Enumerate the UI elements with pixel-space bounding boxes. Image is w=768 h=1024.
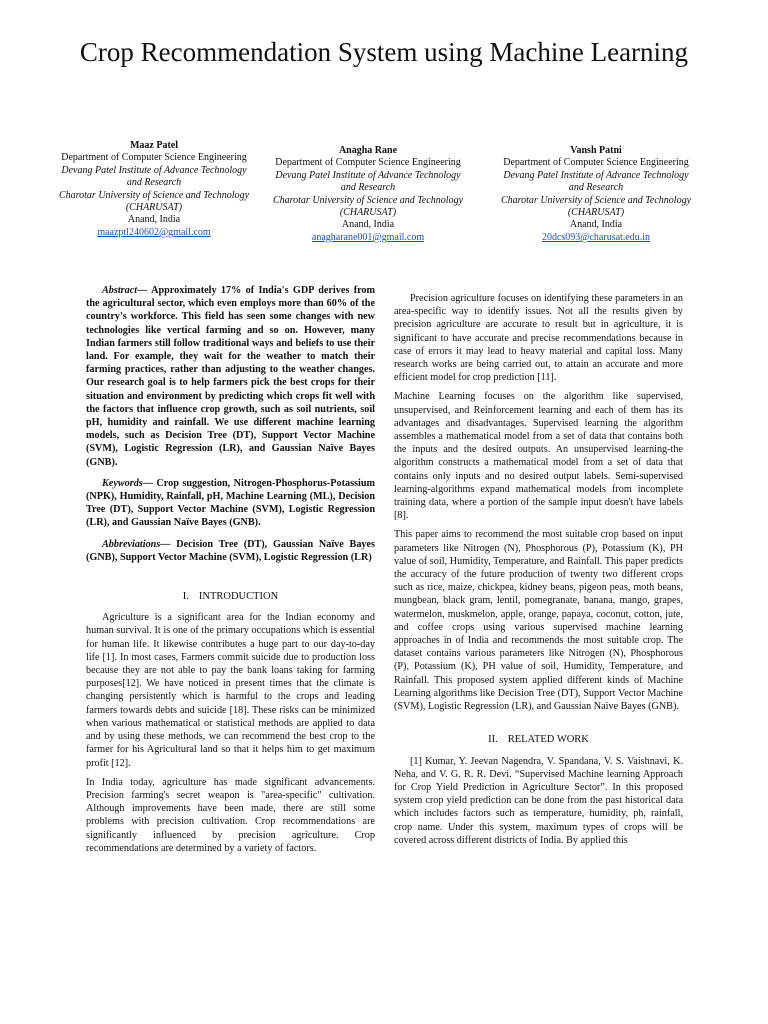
author-institute: Devang Patel Institute of Advance Technology and Research xyxy=(61,164,247,189)
author-department: Department of Computer Science Engineering xyxy=(275,157,461,169)
paper-title: Crop Recommendation System using Machine Learning xyxy=(79,37,689,67)
author-location: Anand, India xyxy=(569,219,623,231)
right-column xyxy=(394,292,683,853)
author-name: Maaz Patel xyxy=(129,140,179,151)
author-email-link[interactable]: maazptl240602@gmail.com xyxy=(97,226,211,238)
abbreviations-text: Decision Tree (DT), Gaussian Naïve Bayes (GNB), Support Vector Machine (SVM), Logistic Regression (LR) xyxy=(86,538,376,563)
author-block-3 xyxy=(496,145,696,244)
left-column xyxy=(86,284,375,861)
keywords-text: Crop suggestion, Nitrogen-Phosphorus-Potassium (NPK), Humidity, Rainfall, pH, Machine Learning (ML), Decision Tree (DT), Support Vector Machine (SVM), Logistic Regression (LR), and Gaussian Naïve Bayes (GNB). xyxy=(86,477,375,529)
keywords xyxy=(86,477,375,530)
author-location: Anand, India xyxy=(127,214,181,226)
author-department: Department of Computer Science Engineering xyxy=(503,157,689,169)
related-work-paragraph-1: [1] Kumar, Y. Jeevan Nagendra, V. Spandana, V. S. Vaishnavi, K. Neha, and V. G. R. R. Devi. “Supervised Machine learning Approach for Crop Yield Prediction in Agriculture Sector”. In this proposed system crop yield prediction can be done from the past historical data which includes factors such as temperature, humidity, ph, rainfall, crop name. Under this system, maximum types of crops will be covered across different districts of India. By applied this xyxy=(394,755,683,846)
author-institute: Devang Patel Institute of Advance Technology and Research xyxy=(275,169,461,194)
author-name: Anagha Rane xyxy=(338,145,398,156)
author-location: Anand, India xyxy=(341,219,395,231)
author-email-link[interactable]: anagharane001@gmail.com xyxy=(311,231,425,243)
abstract-label: Abstract— xyxy=(102,285,148,296)
author-block-1 xyxy=(54,140,254,239)
abstract-text: Approximately 17% of India's GDP derives from the agricultural sector, which even employs more than 60% of the country's workforce. This field has seen some changes with new technologies like vertical farming and so on. However, many Indian farmers still follow traditional ways and beliefs to use their land. For example, they wait for the weather to match their farming practices, rather than adjusting to the weather changes. Our research goal is to help farmers pick the best crops for their situation and environment by predicting which crops fit well with the factors that influence crop growth, such as soil nutrients, soil pH, humidity and rainfall. We use different machine learning models, such as Decision Tree (DT), Support Vector Machine (SVM), Logistic Regression (LR), and Gaussian Naïve Bayes (GNB). xyxy=(86,285,376,468)
author-department: Department of Computer Science Engineering xyxy=(61,152,247,164)
abbreviations-label: Abbreviations— xyxy=(102,538,171,550)
author-name: Vansh Patni xyxy=(570,145,622,156)
keywords-label: Keywords— xyxy=(102,477,153,489)
right-paragraph-1: Precision agriculture focuses on identifying these parameters in an area-specific way to identify issues. Not all the results given by precision agriculture are accurate to result but in agriculture, it is significant to have accurate and precise recommendations because in case of errors it may lead to heavy material and capital loss. Many research works are being carried out, to attain an accurate and more efficient model for crop prediction [11]. xyxy=(394,293,683,384)
section-heading-related-work: II. RELATED WORK xyxy=(488,734,589,746)
abstract xyxy=(86,284,375,469)
author-email-link[interactable]: 20dcs093@charusat.edu.in xyxy=(541,231,651,243)
right-paragraph-3: This paper aims to recommend the most suitable crop based on input parameters like Nitrogen (N), Phosphorous (P), Potassium (K), PH value of soil, Humidity, Temperature, and Rainfall. This paper predicts the accuracy of the future production of twenty two different crops such as rice, maize, chickpea, kidney beans, pigeon peas, moth beans, mungbean, black gram, lentil, pomegranate, banana, mango, grapes, watermelon, muskmelon, apple, orange, papaya, coconut, cotton, jute, and coffee crops using various supervised machine learning approaches in of India and recommends the most suitable crop. The dataset contains various parameters like Nitrogen (N), Phosphorous (P), Potassium (K), PH value of soil, Humidity, Temperature, and Rainfall. This proposed system applied different kinds of Machine Learning algorithms like Decision Tree (DT), Support Vector Machine (SVM), Logistic Regression (LR), and Gaussian Naïve Bayes (GNB). xyxy=(394,529,683,713)
author-institute: Devang Patel Institute of Advance Technology and Research xyxy=(503,169,689,194)
section-heading-introduction: I. INTRODUCTION xyxy=(182,591,279,603)
right-paragraph-2: Machine Learning focuses on the algorithm like supervised, unsupervised, and Reinforcement learning and each of them has its advantages and disadvantages. Supervised learning the algorithm assembles a mathematical model from a set of data that contains both the inputs and the desired outputs. An unsupervised learning-the algorithm constructs a mathematical model from a set of data that contains only inputs and no desired output labels. Semi-supervised learning-algorithms expand mathematical models from incomplete training data, where a portion of the sample input doesn't have labels [8]. xyxy=(394,391,683,522)
author-block-2 xyxy=(268,145,468,244)
abbreviations xyxy=(86,538,375,564)
author-university: Charotar University of Science and Technology (CHARUSAT) xyxy=(272,194,464,219)
author-university: Charotar University of Science and Technology (CHARUSAT) xyxy=(58,189,250,214)
intro-paragraph-1: Agriculture is a significant area for the Indian economy and human survival. It is one of the primary occupations which is essential for human life. It likewise contributes a huge part to our day-to-day life [1]. In most cases, Farmers commit suicide due to production loss because they are not able to pay the bank loans taking for farming purposes[12]. We have noticed in present times that the climate is changing persistently which is harmful to the crops and leading farmers towards debts and suicide [18]. These risks can be minimized when various mathematical or statistical methods are applied to data and by using these methods, we can recommend the best crop to the farmer for his Agricultural land so that it helps him to get maximum profit [12]. xyxy=(86,612,375,769)
author-university: Charotar University of Science and Technology (CHARUSAT) xyxy=(500,194,692,219)
intro-paragraph-2: In India today, agriculture has made significant advancements. Precision farming's secret weapon is "area-specific" cultivation. Although improvements have been made, there are still some problems with precision cultivation. Crop recommendations are significantly influenced by precision agriculture. Crop recommendations are determined by a variety of factors. xyxy=(86,776,375,854)
